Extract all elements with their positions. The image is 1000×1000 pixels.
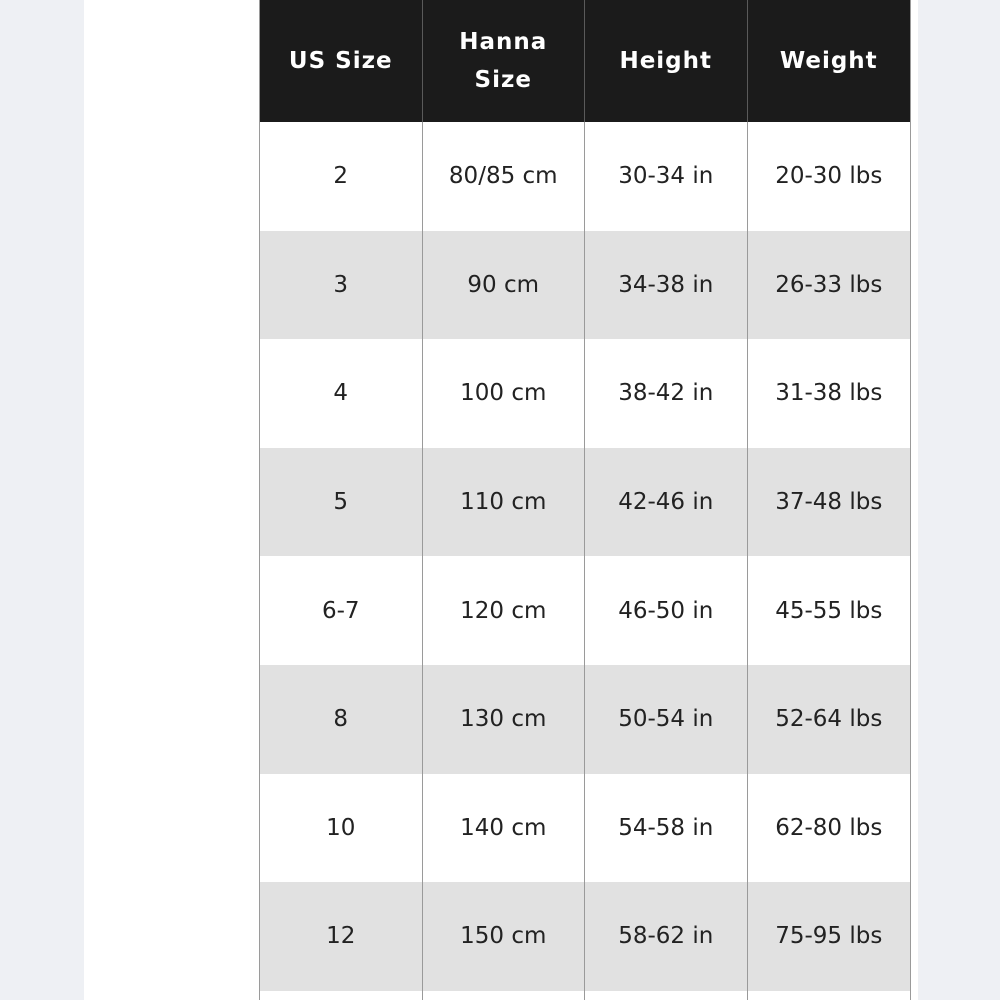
- cell-height: 34-38 in: [585, 231, 748, 340]
- cell-hanna-size: 120 cm: [423, 556, 586, 665]
- page-panel: [84, 0, 918, 1000]
- cell-us-size: 2: [260, 122, 423, 231]
- cell-hanna-size: 110 cm: [423, 448, 586, 557]
- cell-hanna-size: [423, 991, 586, 1000]
- cell-us-size: [260, 991, 423, 1000]
- cell-weight: 62-80 lbs: [775, 814, 883, 841]
- cell-height: 54-58 in: [585, 774, 748, 883]
- cell-height: 50-54 in: [585, 665, 748, 774]
- cell-hanna-size: 150 cm: [423, 882, 586, 991]
- cell-height: 46-50 in: [585, 556, 748, 665]
- table-row: [260, 665, 910, 774]
- table-row: [260, 122, 910, 231]
- table-header-row: [260, 0, 910, 122]
- cell-us-size: 10: [260, 774, 423, 883]
- table-row: [260, 448, 910, 557]
- cell-weight: 26-33 lbs: [775, 271, 883, 298]
- header-height: Height: [585, 0, 748, 122]
- cell-weight: 52-64 lbs: [775, 706, 883, 733]
- cell-hanna-size: 80/85 cm: [423, 122, 586, 231]
- cell-us-size: 4: [260, 339, 423, 448]
- cell-weight: 45-55 lbs: [775, 597, 883, 624]
- cell-us-size: 8: [260, 665, 423, 774]
- cell-height: [585, 991, 748, 1000]
- table-row-partial: [260, 991, 910, 1000]
- cell-height: 42-46 in: [585, 448, 748, 557]
- size-chart-table: [259, 0, 911, 1000]
- cell-height: 38-42 in: [585, 339, 748, 448]
- cell-weight: 31-38 lbs: [775, 380, 883, 407]
- cell-us-size: 6-7: [260, 556, 423, 665]
- cell-us-size: 12: [260, 882, 423, 991]
- cell-hanna-size: 130 cm: [423, 665, 586, 774]
- cell-hanna-size: 90 cm: [423, 231, 586, 340]
- cell-height: 30-34 in: [585, 122, 748, 231]
- cell-weight: [748, 991, 911, 1000]
- table-row: [260, 339, 910, 448]
- cell-weight: 75-95 lbs: [775, 923, 883, 950]
- cell-weight: 37-48 lbs: [775, 489, 883, 516]
- header-us-size: US Size: [260, 0, 423, 122]
- table-row: [260, 231, 910, 340]
- cell-hanna-size: 140 cm: [423, 774, 586, 883]
- header-hanna-size: Hanna Size: [423, 0, 586, 122]
- table-row: [260, 774, 910, 883]
- table-row: [260, 882, 910, 991]
- table-row: [260, 556, 910, 665]
- cell-us-size: 3: [260, 231, 423, 340]
- cell-us-size: 5: [260, 448, 423, 557]
- cell-height: 58-62 in: [585, 882, 748, 991]
- cell-weight: 20-30 lbs: [775, 163, 883, 190]
- cell-hanna-size: 100 cm: [423, 339, 586, 448]
- header-weight: Weight: [779, 48, 878, 74]
